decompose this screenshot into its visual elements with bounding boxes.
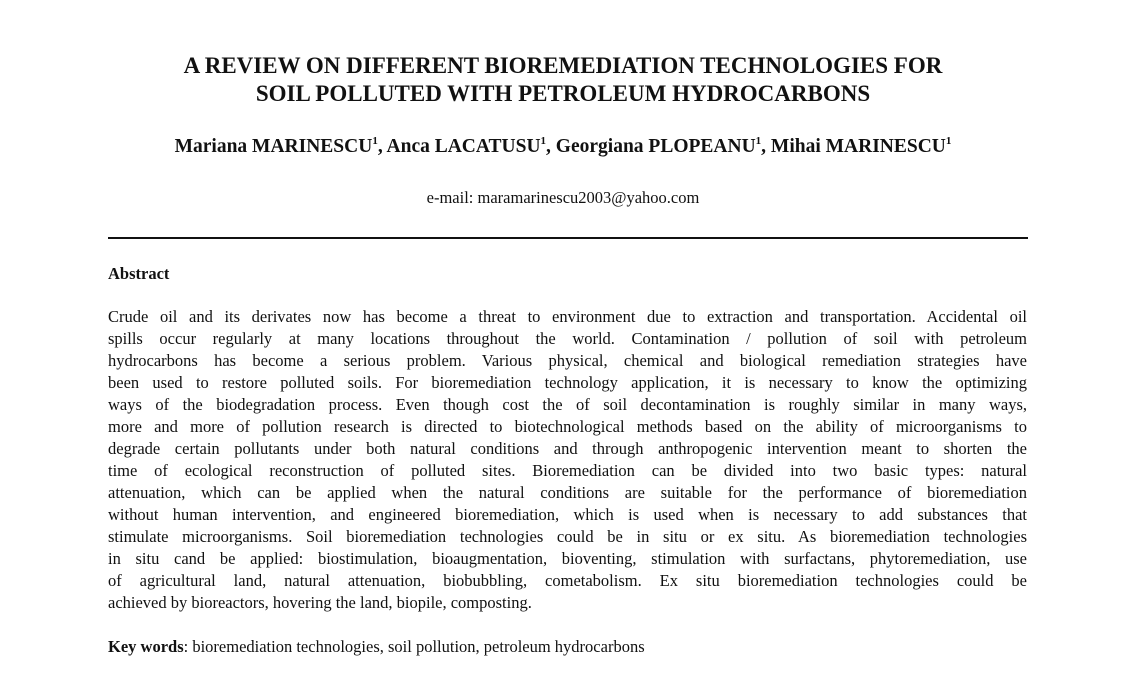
author-name: Anca LACATUSU <box>386 136 541 157</box>
abstract-line: stimulate microorganisms. Soil bioremediation technologies could be in situ or ex situ. As bioremediation technologies <box>108 527 1027 546</box>
abstract-line: been used to restore polluted soils. For bioremediation technology application, it is necessary to know the optimizing <box>108 373 1027 392</box>
author-affiliation: 1 <box>755 134 762 147</box>
keywords-label: Key words <box>108 637 184 656</box>
abstract-line: of agricultural land, natural attenuation, biobubbling, cometabolism. Ex situ bioremediation technologies could be <box>108 571 1027 590</box>
author-affiliation: 1 <box>540 134 547 147</box>
abstract-line: ways of the biodegradation process. Even though cost the of soil decontamination is roughly similar in many ways, <box>108 395 1027 414</box>
header-divider <box>108 237 1028 239</box>
abstract-line: spills occur regularly at many locations throughout the world. Contamination / pollution of soil with petroleum <box>108 329 1027 348</box>
author-separator: , <box>761 136 771 157</box>
abstract-body <box>108 306 1027 614</box>
paper-title-line-1: A REVIEW ON DIFFERENT BIOREMEDIATION TECHNOLOGIES FOR <box>183 53 943 78</box>
abstract-line: degrade certain pollutants under both natural conditions and through anthropogenic intervention meant to shorten the <box>108 439 1027 458</box>
author-separator: , <box>546 136 556 157</box>
abstract-line: more and more of pollution research is directed to biotechnological methods based on the ability of microorganisms to <box>108 417 1027 436</box>
keywords <box>108 636 645 658</box>
abstract-line: Crude oil and its derivates now has become a threat to environment due to extraction and transportation. Accidental oil <box>108 307 1027 326</box>
abstract-line: time of ecological reconstruction of polluted sites. Bioremediation can be divided into two basic types: natural <box>108 461 1027 480</box>
author-name: Georgiana PLOPEANU <box>555 136 756 157</box>
author-name: Mihai MARINESCU <box>770 136 946 157</box>
author-name: Mariana MARINESCU <box>174 136 373 157</box>
abstract-line: without human intervention, and engineered bioremediation, which is used when is necessary to add substances that <box>108 505 1027 524</box>
abstract-heading: Abstract <box>108 264 170 283</box>
keywords-text: : bioremediation technologies, soil pollution, petroleum hydrocarbons <box>183 637 645 656</box>
author-list <box>0 135 1126 159</box>
author-separator: , <box>377 136 387 157</box>
paper-title-line-2: SOIL POLLUTED WITH PETROLEUM HYDROCARBONS <box>255 81 871 106</box>
abstract-line: in situ cand be applied: biostimulation, bioaugmentation, bioventing, stimulation with surfactans, phytoremediation, use <box>108 549 1027 568</box>
author-affiliation: 1 <box>372 134 378 147</box>
abstract-line: achieved by bioreactors, hovering the land, biopile, composting. <box>108 593 532 612</box>
abstract-line: attenuation, which can be applied when the natural conditions are suitable for the performance of bioremediation <box>108 483 1027 502</box>
contact-email: e-mail: maramarinescu2003@yahoo.com <box>426 188 700 207</box>
abstract-line: hydrocarbons has become a serious problem. Various physical, chemical and biological remediation strategies have <box>108 351 1027 370</box>
author-affiliation: 1 <box>945 134 952 147</box>
